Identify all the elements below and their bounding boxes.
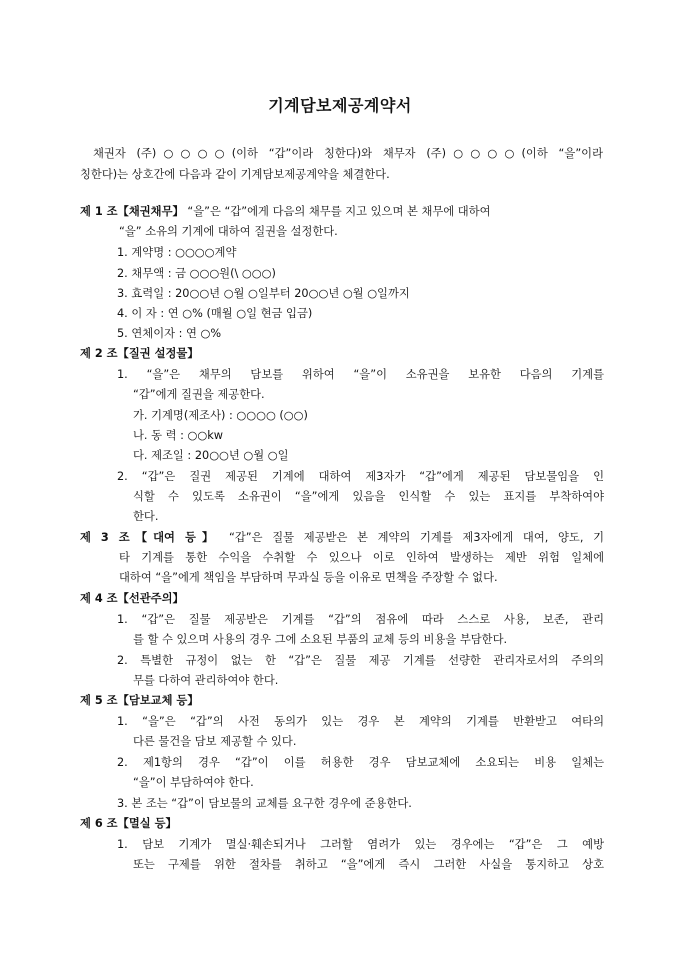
article-3-first-line — [80, 530, 604, 546]
article-5-p2-line-2: “을”이 부담하여야 한다. — [133, 776, 254, 789]
article-2-sub-2: 나. 동 력 : ○○kw — [133, 429, 223, 442]
article-3-heading: 제 3 조【대여 등】 — [80, 531, 220, 544]
article-1-heading: 제 1 조【채권채무】 — [80, 205, 184, 218]
intro-line-2: 칭한다)는 상호간에 다음과 같이 기계담보제공계약을 체결한다. — [80, 168, 390, 181]
article-2-p1-line-2: “갑”에게 질권을 제공한다. — [133, 388, 265, 401]
article-5-p3: 3. 본 조는 “갑”이 담보물의 교체를 요구한 경우에 준용한다. — [117, 797, 412, 810]
article-4-p2-line-1: 2. 특별한 규정이 없는 한 “갑”은 질물 제공 기계를 선량한 관리자로서의 주의의 — [117, 654, 604, 667]
article-1-item-2: 2. 채무액 : 금 ○○○원(\ ○○○) — [117, 267, 276, 280]
article-2-sub-1: 가. 기계명(제조사) : ○○○○ (○○) — [133, 409, 308, 422]
article-5-p2-line-1: 2. 제1항의 경우 “갑”이 이를 허용한 경우 담보교체에 소요되는 비용 일체는 — [117, 756, 604, 769]
article-1-item-5: 5. 연체이자 : 연 ○% — [117, 327, 222, 340]
article-2-p2-line-3: 한다. — [133, 510, 159, 523]
article-1-item-1: 1. 계약명 : ○○○○계약 — [117, 246, 237, 259]
article-3-text: “갑”은 질물 제공받은 본 계약의 기계를 제3자에게 대여, 양도, 기 — [229, 531, 604, 544]
document-title: 기계담보제공계약서 — [268, 96, 412, 115]
article-4-p1-line-2: 를 할 수 있으며 사용의 경우 그에 소요된 부품의 교체 등의 비용을 부담한다. — [133, 633, 508, 646]
intro-line-1: 채권자 (주)○○○○(이하 “갑”이라 칭한다)와 채무자 (주)○○○○(이하 “을”이라 — [93, 147, 603, 160]
article-4-p1-line-1: 1. “갑”은 질물 제공받은 기계를 “갑”의 점유에 따라 스스로 사용, 보존, 관리 — [117, 613, 604, 626]
article-2-p1-line-1: 1. “을”은 채무의 담보를 위하여 “을”이 소유권을 보유한 다음의 기계를 — [117, 368, 604, 381]
article-6-p1-line-2: 또는 구제를 위한 절차를 취하고 “을”에게 즉시 그러한 사실을 통지하고 상호 — [133, 858, 604, 871]
article-3-line-2: 타 기계를 통한 수익을 수취할 수 있으나 이로 인하여 발생하는 제반 위험 일체에 — [119, 551, 604, 564]
article-6-heading: 제 6 조【멸실 등】 — [80, 817, 177, 830]
article-2-sub-3: 다. 제조일 : 20○○년 ○월 ○일 — [133, 449, 289, 462]
article-1-cont: “을” 소유의 기계에 대하여 질권을 설정한다. — [119, 225, 338, 238]
article-1-item-3: 3. 효력일 : 20○○년 ○월 ○일부터 20○○년 ○월 ○일까지 — [117, 287, 410, 300]
article-2-p2-line-2: 식할 수 있도록 소유권이 “을”에게 있음을 인식할 수 있는 표지를 부착하여야 — [133, 490, 604, 503]
article-5-heading: 제 5 조【담보교체 등】 — [80, 694, 199, 707]
article-5-p1-line-1: 1. “을”은 “갑”의 사전 동의가 있는 경우 본 계약의 기계를 반환받고 여타의 — [117, 715, 604, 728]
article-4-heading: 제 4 조【선관주의】 — [80, 592, 184, 605]
article-1-text: “을”은 “갑”에게 다음의 채무를 지고 있으며 본 채무에 대하여 — [187, 205, 491, 218]
article-2-heading: 제 2 조【질권 설정물】 — [80, 347, 199, 360]
article-5-p1-line-2: 다른 물건을 담보 제공할 수 있다. — [133, 735, 297, 748]
article-4-p2-line-2: 무를 다하여 관리하여야 한다. — [133, 674, 279, 687]
article-1-item-4: 4. 이 자 : 연 ○% (매월 ○일 현금 입금) — [117, 307, 313, 320]
article-3-line-3: 대하여 “을”에게 책임을 부담하며 무과실 등을 이유로 면책을 주장할 수 없다. — [119, 571, 498, 584]
article-6-p1-line-1: 1. 담보 기계가 멸실·훼손되거나 그러할 염려가 있는 경우에는 “갑”은 그 예방 — [117, 838, 604, 851]
article-2-p2-line-1: 2. “갑”은 질권 제공된 기계에 대하여 제3자가 “갑”에게 제공된 담보물임을 인 — [117, 470, 604, 483]
article-1-first-line — [80, 204, 604, 220]
